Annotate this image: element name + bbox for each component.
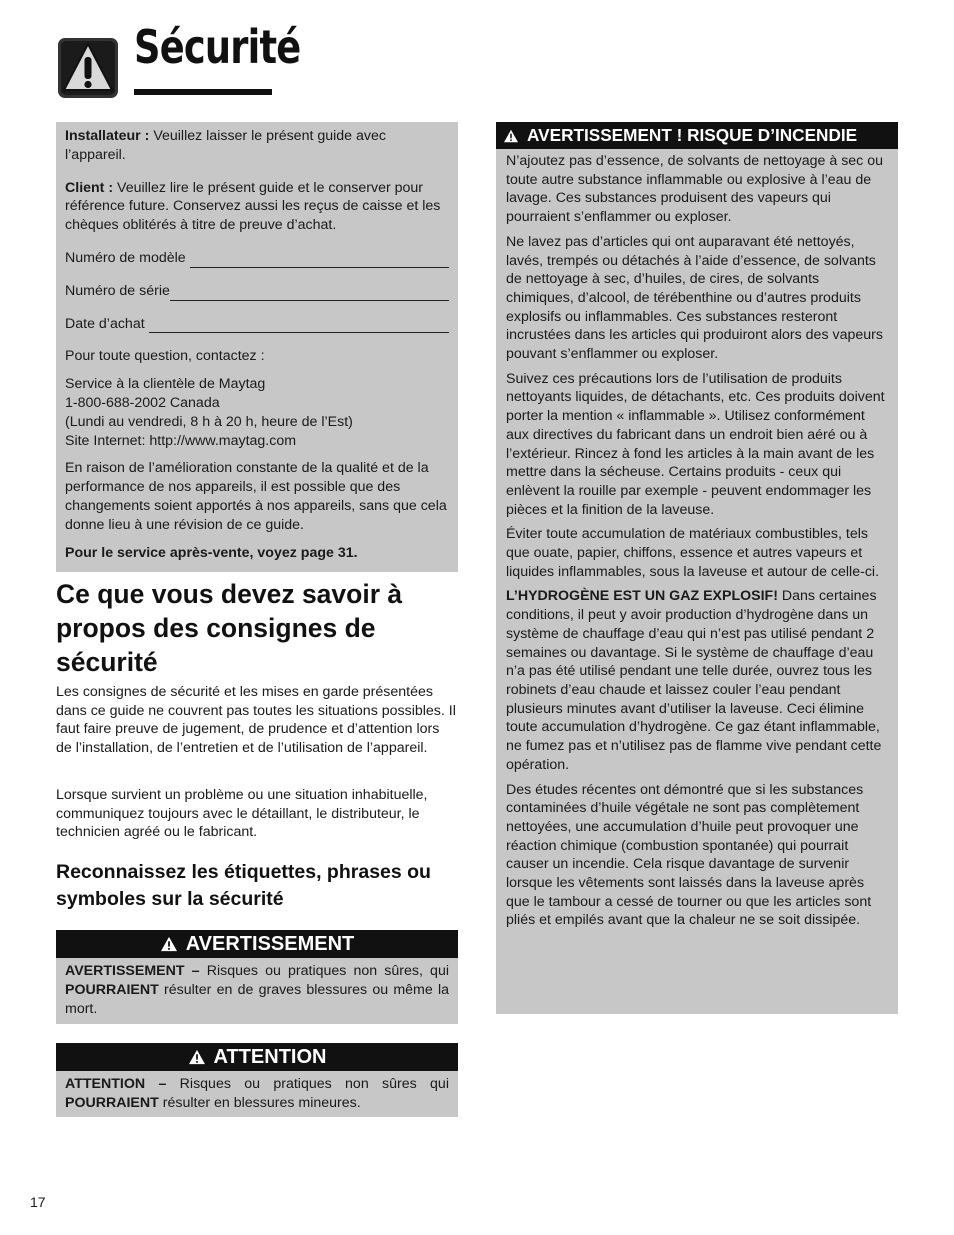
purchase-date-field: Date d’achat [65, 315, 449, 334]
model-number-field: Numéro de modèle [65, 249, 449, 268]
fire-warning-text [506, 152, 890, 936]
fire-paragraph-6: Des études récentes ont démontré que si les substances contaminées d’huile végétale ne sont pas complètement nettoyées, une accumulation d’huile peut provoquer une réaction chimique (combustion spontanée) qui pourrait causer un incendie. Cela risque davantage de survenir lorsque les vêtements sont laissés dans la laveuse après que le tambour a cessé de tourner ou que les articles sont pliés et empilés avant que la chaleur ne se soit dissipée. [506, 781, 872, 929]
fire-warning-box [496, 122, 898, 1014]
fire-paragraph-1: N’ajoutez pas d’essence, de solvants de nettoyage à sec ou toute autre substance inflammable ou explosive à l’eau de lavage. Ces substances produisent des vapeurs qui pourraient s’enflammer ou exploser. [506, 153, 884, 226]
warning-icon [160, 936, 178, 952]
caution-text: ATTENTION – Risques ou pratiques non sûres qui POURRAIENT résulter en blessures mineures. [65, 1076, 449, 1111]
warning-icon [503, 129, 519, 143]
fire-paragraph-4: Éviter toute accumulation de matériaux combustibles, tels que ouate, papier, chiffons, essence et autres vapeurs et liquides inflammables, sous la laveuse et autour de celle-ci. [506, 526, 880, 580]
warning-triangle-icon [57, 37, 119, 99]
owner-info-box [56, 122, 458, 572]
page-title: Sécurité [134, 20, 301, 74]
caution-box [56, 1043, 458, 1117]
service-note: Pour le service après-vente, voyez page 31. [65, 544, 358, 561]
client-note: Client : Veuillez lire le présent guide et le conserver pour référence future. Conservez aussi les reçus de caisse et les chèques oblitérés à titre de preuve d’achat. [65, 179, 441, 234]
fire-paragraph-2: Ne lavez pas d’articles qui ont auparavant été nettoyés, lavés, trempés ou détachés à l’aide d’essence, de solvants de nettoyage à sec, d’huiles, de cires, de solvants chimiques, d’alcool, de térébenthine ou d’autres produits explosifs ou inflammables. Ces substances resteront incrustées dans les articles qui produiront alors des vapeurs pouvant s’enflammer ou exploser. [506, 233, 883, 363]
improvement-note: En raison de l’amélioration constante de la qualité et de la performance de nos appareils, il est possible que des changements soient apportés à nos appareils, sans que cela donne lieu à une révision de ce guide. [65, 460, 447, 533]
warning-icon [188, 1049, 206, 1065]
title-underline [134, 89, 272, 95]
contact-intro: Pour toute question, contactez : [65, 348, 265, 365]
service-contact: Service à la clientèle de Maytag 1-800-688-2002 Canada (Lundi au vendredi, 8 h à 20 h, heure de l’Est) Site Internet: http://www.maytag.com [65, 376, 353, 449]
warning-header: AVERTISSEMENT [56, 930, 458, 958]
page-number: 17 [30, 1194, 46, 1210]
fire-paragraph-3: Suivez ces précautions lors de l’utilisation de produits nettoyants liquides, de détachants, etc. Ces produits doivent porter la mention « inflammable ». Utilisez conformément aux directives du fabricant dans un endroit bien aéré ou à l’extérieur. Rincez à fond les articles à la main avant de les mettre dans la sécheuse. Certains produits - ceux qui enlèvent la rouille par exemple - peuvent endommager les pièces et la finition de la laveuse. [506, 370, 885, 518]
installer-note: Installateur : Veuillez laisser le présent guide avec l’appareil. [65, 128, 386, 163]
section-paragraph-2: Lorsque survient un problème ou une situation inhabituelle, communiquez toujours avec le détaillant, le distributeur, le technicien agréé ou le fabricant. [56, 787, 428, 841]
section-subheading: Reconnaissez les étiquettes, phrases ou symboles sur la sécurité [56, 861, 431, 910]
caution-header: ATTENTION [56, 1043, 458, 1071]
warning-text: AVERTISSEMENT – Risques ou pratiques non sûres, qui POURRAIENT résulter en de graves blessures ou même la mort. [65, 963, 449, 1017]
fire-warning-header: AVERTISSEMENT ! RISQUE D’INCENDIE [496, 122, 898, 149]
section-heading: Ce que vous devez savoir à propos des consignes de sécurité [56, 579, 403, 677]
serial-number-field: Numéro de série [65, 282, 449, 301]
warning-box [56, 930, 458, 1024]
section-paragraph-1: Les consignes de sécurité et les mises en garde présentées dans ce guide ne couvrent pas toutes les situations possibles. Il faut faire preuve de jugement, de prudence et d’attention lors de l’installation, de l’entretien et de l’utilisation de l’appareil. [56, 684, 456, 757]
fire-paragraph-5: L’HYDROGÈNE EST UN GAZ EXPLOSIF! Dans certaines conditions, il peut y avoir production d’hydrogène dans un système de chauffage d’eau qui n’est pas utilisé pendant 2 semaines ou davantage. Si le système de chauffage d’eau n’a pas été utilisé pendant une telle durée, ouvrez tous les robinets d’eau chaude et laissez couler l’eau pendant plusieurs minutes avant d’utiliser la laveuse. Ceci élimine toute accumulation d’hydrogène. Ce gaz étant inflammable, ne fumez pas et n’utilisez pas de flamme vive pendant cette opération. [506, 588, 882, 773]
